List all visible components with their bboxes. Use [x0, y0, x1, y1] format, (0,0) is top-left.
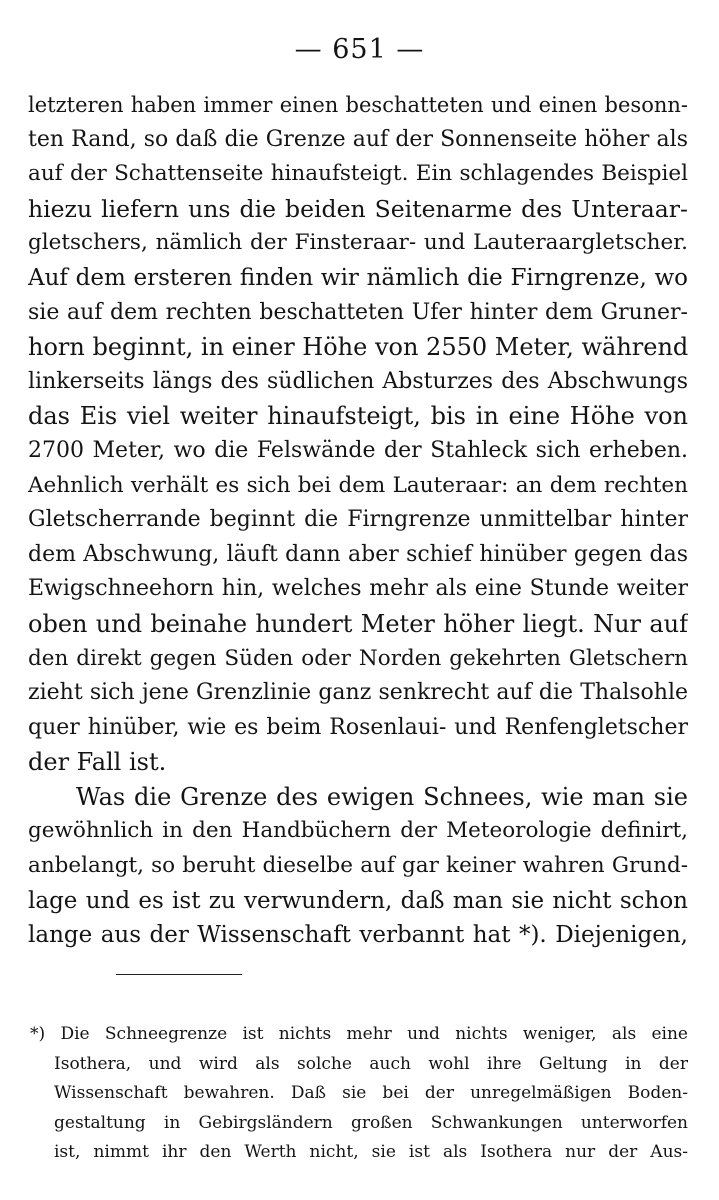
text-line: dem Abschwung, läuft dann aber schief hinüber gegen das — [28, 541, 688, 567]
text-line: auf der Schattenseite hinaufsteigt. Ein schlagendes Beispiel — [28, 161, 688, 187]
text-line: letzteren haben immer einen beschatteten und einen besonn- — [28, 93, 688, 117]
text-line: oben und beinahe hundert Meter höher liegt. Nur auf — [28, 609, 688, 638]
text-line: anbelangt, so beruht dieselbe auf gar keiner wahren Grund- — [28, 853, 688, 879]
text-line: ten Rand, so daß die Grenze auf der Sonnenseite höher als — [28, 126, 688, 152]
text-line: hiezu liefern uns die beiden Seitenarme des Unteraar- — [28, 194, 688, 223]
page-number: — 651 — — [294, 34, 425, 65]
text-line: quer hinüber, wie es beim Rosenlaui- und Renfengletscher — [28, 714, 688, 740]
text-line: Auf dem ersteren finden wir nämlich die Firngrenze, wo — [28, 264, 688, 291]
footnote-line: ist, nimmt ihr den Werth nicht, sie ist als Isothera nur der Aus- — [54, 1142, 688, 1162]
text-line: 2700 Meter, wo die Felswände der Stahleck sich erheben. — [28, 437, 688, 463]
text-line: das Eis viel weiter hinaufsteigt, bis in eine Höhe von — [28, 402, 688, 431]
text-line: Was die Grenze des ewigen Schnees, wie man sie — [76, 782, 688, 811]
text-line: Gletscherrande beginnt die Firngrenze unmittelbar hinter — [28, 507, 688, 533]
footnote-line: Wissenschaft bewahren. Daß sie bei der unregelmäßigen Boden- — [54, 1083, 688, 1103]
footnote-line: *) Die Schneegrenze ist nichts mehr und nichts weniger, als eine — [30, 1024, 688, 1044]
footnote-divider — [116, 974, 242, 975]
paragraph-2 — [28, 780, 688, 953]
text-line: horn beginnt, in einer Höhe von 2550 Meter, während — [28, 333, 688, 362]
text-line: Aehnlich verhält es sich bei dem Lauteraar: an dem rechten — [28, 472, 688, 498]
footnote-line: gestaltung in Gebirgsländern großen Schwankungen unterworfen — [54, 1112, 688, 1133]
paragraph-1 — [28, 88, 688, 780]
text-line: Ewigschneehorn hin, welches mehr als eine Stunde weiter — [28, 576, 688, 602]
text-line: linkerseits längs des südlichen Absturzes des Abschwungs — [28, 368, 688, 394]
footnote — [28, 1020, 688, 1168]
text-line: lange aus der Wissenschaft verbannt hat *). Diejenigen, — [28, 922, 688, 949]
text-line: zieht sich jene Grenzlinie ganz senkrecht auf die Thalsohle — [28, 680, 688, 706]
text-line: gewöhnlich in den Handbüchern der Meteorologie definirt, — [28, 818, 688, 844]
footnote-line: Isothera, und wird als solche auch wohl ihre Geltung in der — [54, 1053, 688, 1074]
text-line: den direkt gegen Süden oder Norden gekehrten Gletschern — [28, 645, 688, 671]
text-line: gletschers, nämlich der Finsteraar- und Lauteraargletscher. — [28, 230, 688, 256]
text-line: lage und es ist zu verwundern, daß man sie nicht schon — [28, 887, 688, 914]
text-line: sie auf dem rechten beschatteten Ufer hinter dem Gruner- — [28, 299, 688, 325]
main-text — [28, 88, 688, 953]
text-line: der Fall ist. — [28, 748, 167, 777]
